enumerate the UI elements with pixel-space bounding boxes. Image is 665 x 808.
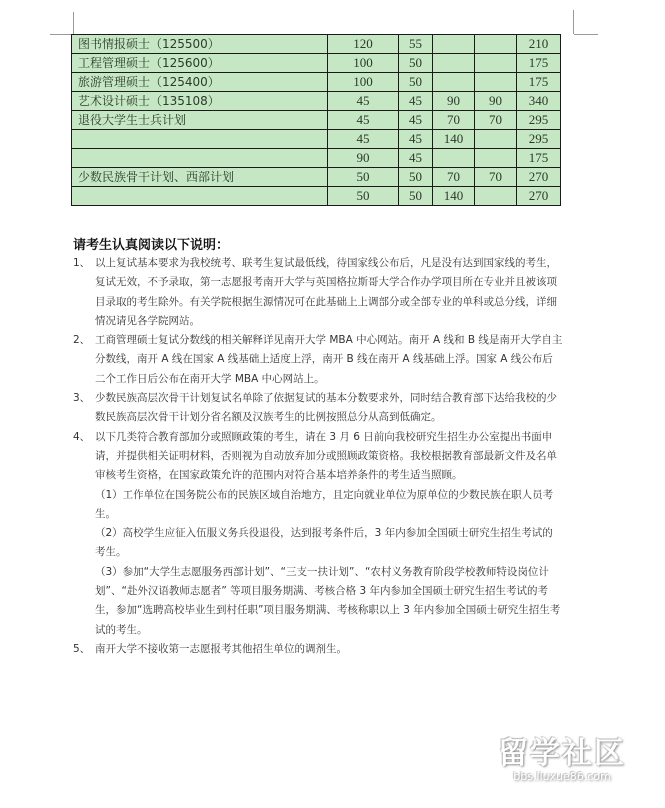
- score-cell-total: 340: [517, 92, 561, 111]
- note-text: 南开大学不接收第一志愿报考其他招生单位的调剂生。: [95, 642, 347, 655]
- notes-list: [73, 254, 563, 659]
- score-cell-total: 210: [517, 35, 561, 54]
- score-cell-total: 175: [517, 73, 561, 92]
- table-row: [72, 111, 561, 130]
- score-cell-c1: 50: [328, 168, 399, 187]
- program-name-cell: 图书情报硕士（125500）: [72, 35, 328, 54]
- score-cell-c3: [433, 54, 475, 73]
- score-cell-c1: 45: [328, 130, 399, 149]
- program-name-cell: [72, 149, 328, 168]
- score-cell-c1: 45: [328, 111, 399, 130]
- score-cell-total: 175: [517, 54, 561, 73]
- table-row: [72, 73, 561, 92]
- score-cell-c4: 70: [475, 168, 517, 187]
- program-name-cell: 旅游管理硕士（125400）: [72, 73, 328, 92]
- note-item-4: [73, 428, 563, 486]
- score-cell-c3: [433, 73, 475, 92]
- program-name-cell: 退役大学生士兵计划: [72, 111, 328, 130]
- score-cell-c3: 70: [433, 111, 475, 130]
- score-cell-total: 175: [517, 149, 561, 168]
- score-cell-c2: 45: [399, 149, 433, 168]
- score-cell-c4: 90: [475, 92, 517, 111]
- score-cell-c4: [475, 130, 517, 149]
- table-row: [72, 54, 561, 73]
- crop-mark-left-horizontal: [50, 34, 73, 35]
- note-text: 工商管理硕士复试分数线的相关解释详见南开大学 MBA 中心网站。南开 A 线和 B 线是南开大学自主分数线，南开 A 线在国家 A 线基础上适度上浮，南开 B 线在南开 A 线基础上浮。国家 A 线公布后二个工作日后公布在南开大学 MBA 中心网站上。: [95, 334, 563, 385]
- score-table: [71, 34, 561, 206]
- watermark-logo: [498, 738, 626, 784]
- score-cell-total: 270: [517, 168, 561, 187]
- score-cell-total: 295: [517, 111, 561, 130]
- table-row: [72, 168, 561, 187]
- score-cell-c3: 90: [433, 92, 475, 111]
- score-cell-c2: 45: [399, 130, 433, 149]
- note-number: 1、: [73, 257, 91, 269]
- note-text: 少数民族高层次骨干计划复试名单除了依据复试的基本分数要求外，同时结合教育部下达给我校的少数民族高层次骨干计划分省名额及汉族考生的比例按照总分从高到低确定。: [95, 392, 557, 424]
- score-cell-c3: [433, 35, 475, 54]
- score-cell-c2: 50: [399, 73, 433, 92]
- program-name-cell: [72, 187, 328, 206]
- watermark-url: bbs.liuxue86.com: [513, 770, 611, 783]
- score-cell-c1: 45: [328, 92, 399, 111]
- score-cell-c4: [475, 35, 517, 54]
- score-cell-total: 270: [517, 187, 561, 206]
- score-cell-c2: 55: [399, 35, 433, 54]
- note-item-1: [73, 254, 563, 331]
- crop-mark-left-vertical: [73, 12, 74, 34]
- score-cell-c2: 45: [399, 92, 433, 111]
- table-row: [72, 92, 561, 111]
- table-row: [72, 35, 561, 54]
- note-subitem-2: （2）高校学生应征入伍服义务兵役退役，达到报考条件后，3 年内参加全国硕士研究生招生考试的考生。: [95, 527, 553, 559]
- score-cell-c3: 140: [433, 130, 475, 149]
- score-cell-c2: 45: [399, 111, 433, 130]
- score-cell-c1: 50: [328, 187, 399, 206]
- table-row: [72, 187, 561, 206]
- crop-mark-right-horizontal: [574, 34, 598, 35]
- program-name-cell: 艺术设计硕士（135108）: [72, 92, 328, 111]
- score-cell-c1: 90: [328, 149, 399, 168]
- table-row: [72, 149, 561, 168]
- score-cell-c2: 50: [399, 187, 433, 206]
- note-subitem-3: （3）参加“大学生志愿服务西部计划”、“三支一扶计划”、“农村义务教育阶段学校教师特设岗位计划”、“赴外汉语教师志愿者” 等项目服务期满、考核合格 3 年内参加全国硕士研究生招生考试的考生，参加“选聘高校毕业生到村任职”项目服务期满、考核称职以上 3 年内参加全国硕士研究生招生考试的考生。: [95, 565, 561, 636]
- note-number: 4、: [73, 430, 91, 443]
- note-number: 3、: [73, 392, 91, 405]
- notes-title: 请考生认真阅读以下说明：: [73, 238, 230, 253]
- note-item-5: [73, 640, 563, 659]
- score-cell-c2: 50: [399, 168, 433, 187]
- score-cell-c4: [475, 149, 517, 168]
- program-name-cell: 少数民族骨干计划、西部计划: [72, 168, 328, 187]
- program-name-cell: 工程管理硕士（125600）: [72, 54, 328, 73]
- table-row: [72, 130, 561, 149]
- score-cell-c4: [475, 187, 517, 206]
- note-number: 2、: [73, 334, 91, 347]
- score-cell-c4: [475, 73, 517, 92]
- score-cell-c2: 50: [399, 54, 433, 73]
- score-cell-c3: 70: [433, 168, 475, 187]
- note-item-3: [73, 389, 563, 428]
- program-name-cell: [72, 130, 328, 149]
- note-text: 以下几类符合教育部加分或照顾政策的考生，请在 3 月 6 日前向我校研究生招生办公室提出书面申请，并提供相关证明材料，否则视为自动放弃加分或照顾政策资格。我校根据教育部最新文件及名单审核考生资格，在国家政策允许的范围内对符合基本培养条件的考生适当照顾。: [95, 430, 557, 482]
- note-item-2: [73, 331, 563, 389]
- score-cell-c1: 120: [328, 35, 399, 54]
- score-cell-total: 295: [517, 130, 561, 149]
- score-cell-c3: [433, 149, 475, 168]
- score-cell-c1: 100: [328, 73, 399, 92]
- crop-mark-right-vertical: [573, 10, 574, 34]
- note-subitem-1: （1）工作单位在国务院公布的民族区域自治地方，且定向就业单位为原单位的少数民族在职人员考生。: [95, 488, 554, 520]
- score-cell-c3: 140: [433, 187, 475, 206]
- note-text: 以上复试基本要求为我校统考、联考生复试最低线，待国家线公布后，凡是没有达到国家线的考生，复试无效，不予录取，第一志愿报考南开大学与英国格拉斯哥大学合作办学项目所在专业并且被该项目录取的考生除外。有关学院根据生源情况可在此基础上上调部分或全部专业的单科或总分线，详细情况请见各学院网站。: [95, 257, 557, 327]
- watermark-title: 留学社区: [498, 736, 626, 771]
- score-cell-c4: 70: [475, 111, 517, 130]
- score-cell-c4: [475, 54, 517, 73]
- score-cell-c1: 100: [328, 54, 399, 73]
- note-number: 5、: [73, 642, 91, 655]
